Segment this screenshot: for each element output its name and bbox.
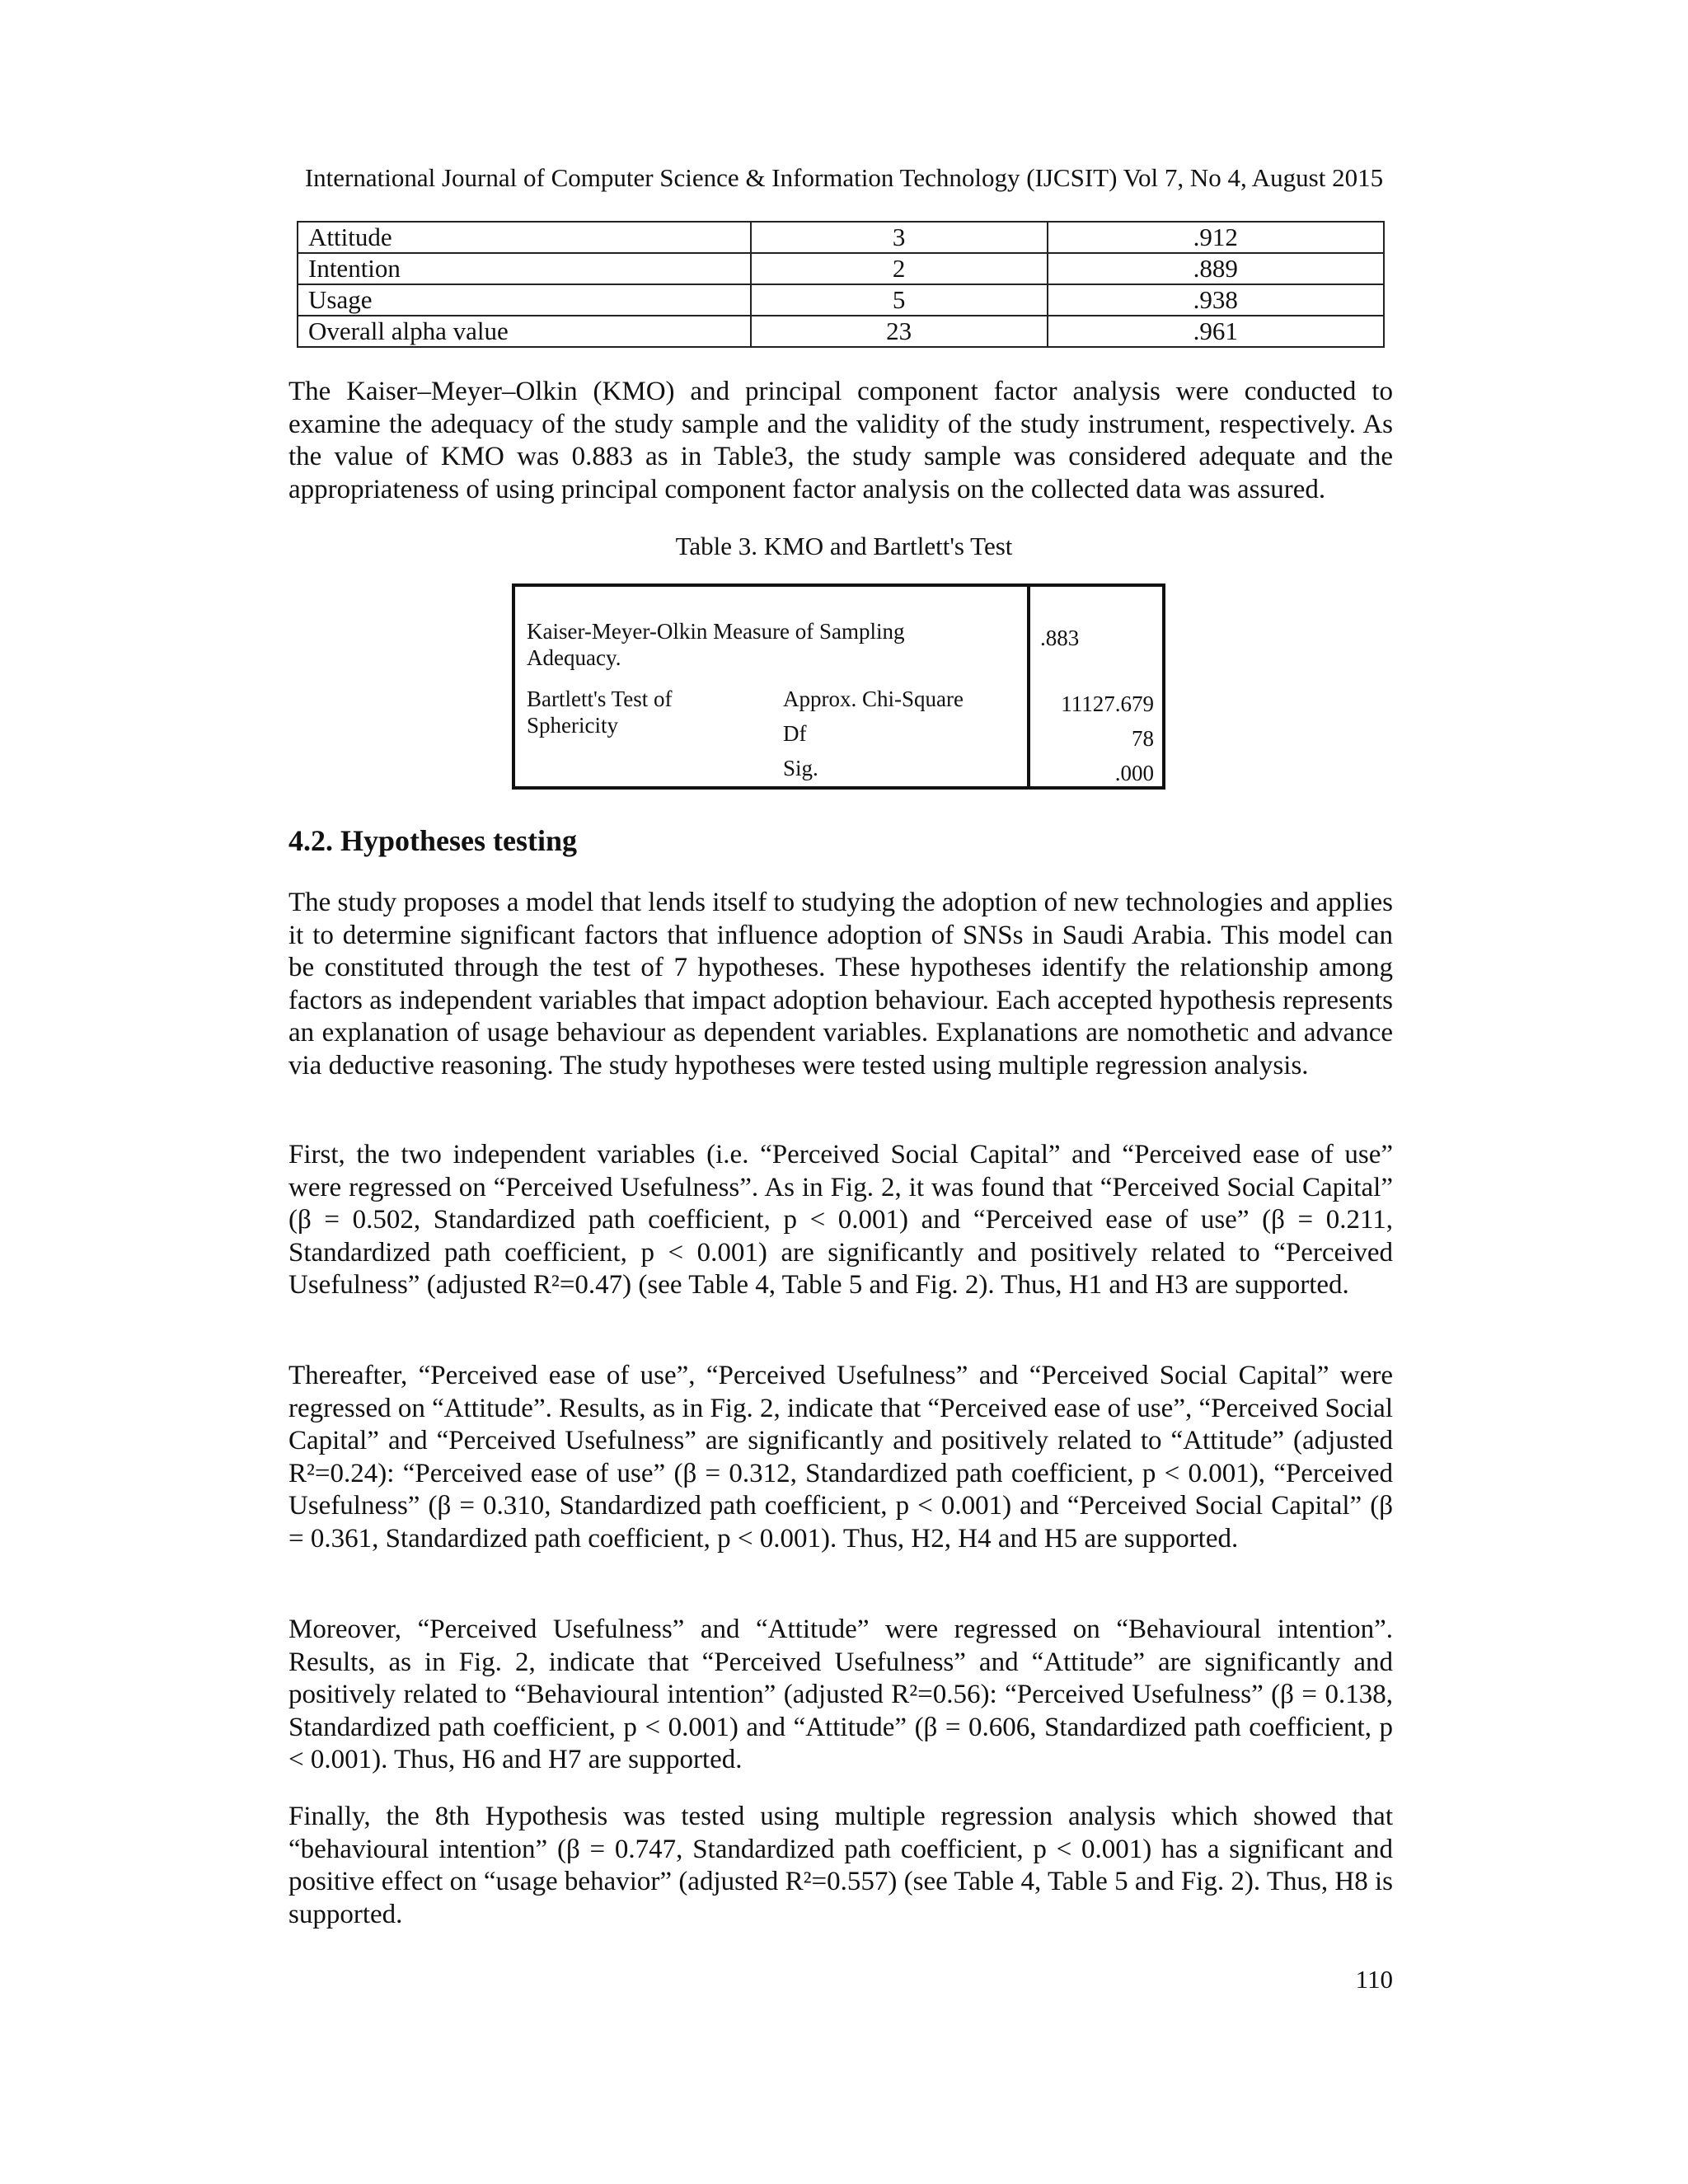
df-label: Df <box>783 721 807 746</box>
bartlett-label-line: Sphericity <box>527 713 618 738</box>
table-cell-alpha: .961 <box>1048 316 1385 347</box>
paragraph-intention: Moreover, “Perceived Usefulness” and “Attitude” were regressed on “Behavioural intention”. Results, as in Fig. 2, indicate that “Perceived Usefulness” and “Attitude” are significantly and positively related to “Behavioural intention” (adjusted R²=0.56): “Perceived Usefulness” (β = 0.138, Standardized path coefficient, p < 0.001) and “Attitude” (β = 0.606, Standardized path coefficient, p < 0.001). Thus, H6 and H7 are supported. <box>288 1615 1393 1775</box>
running-header: International Journal of Computer Science & Information Technology (IJCSIT) Vol 7, No 4, August 2015 <box>304 163 1384 192</box>
bartlett-label-line: Bartlett's Test of <box>527 687 673 711</box>
table-cell-construct: Attitude <box>298 222 751 253</box>
sig-value: .000 <box>1114 761 1154 785</box>
table-row <box>298 222 1384 253</box>
paragraph-usage: Finally, the 8th Hypothesis was tested using multiple regression analysis which showed that “behavioural intention” (β = 0.747, Standardized path coefficient, p < 0.001) has a significant and positive effect on “usage behavior” (adjusted R²=0.557) (see Table 4, Table 5 and Fig. 2). Thus, H8 is supported. <box>288 1802 1393 1929</box>
table-cell-items: 3 <box>751 222 1048 253</box>
kmo-value: .883 <box>1040 626 1080 650</box>
table3-caption: Table 3. KMO and Bartlett's Test <box>675 532 1013 560</box>
reliability-table-continued <box>297 221 1385 348</box>
table-divider <box>1027 587 1030 786</box>
table-row <box>298 253 1384 284</box>
table-row <box>298 284 1384 316</box>
table-row <box>298 316 1384 347</box>
table-cell-construct: Overall alpha value <box>298 316 751 347</box>
approx-chi-value: 11127.679 <box>1061 691 1154 716</box>
table-cell-construct: Intention <box>298 253 751 284</box>
approx-chi-label: Approx. Chi-Square <box>783 687 964 711</box>
kmo-label-line: Adequacy. <box>527 645 621 670</box>
page-number: 110 <box>1355 1965 1393 1994</box>
table-cell-construct: Usage <box>298 284 751 316</box>
paragraph-model: The study proposes a model that lends itself to studying the adoption of new technologies and applies it to determine significant factors that influence adoption of SNSs in Saudi Arabia. This model can be constituted through the test of 7 hypotheses. These hypotheses identify the relationship among factors as independent variables that impact adoption behaviour. Each accepted hypothesis represents an explanation of usage behaviour as dependent variables. Explanations are nomothetic and advance via deductive reasoning. The study hypotheses were tested using multiple regression analysis. <box>288 888 1393 1080</box>
section-heading: 4.2. Hypotheses testing <box>288 824 577 857</box>
paragraph-attitude: Thereafter, “Perceived ease of use”, “Perceived Usefulness” and “Perceived Social Capital” were regressed on “Attitude”. Results, as in Fig. 2, indicate that “Perceived ease of use”, “Perceived Social Capital” and “Perceived Usefulness” are significantly and positively related to “Attitude” (adjusted R²=0.24): “Perceived ease of use” (β = 0.312, Standardized path coefficient, p < 0.001), “Perceived Usefulness” (β = 0.310, Standardized path coefficient, p < 0.001) and “Perceived Social Capital” (β = 0.361, Standardized path coefficient, p < 0.001). Thus, H2, H4 and H5 are supported. <box>288 1361 1393 1554</box>
kmo-bartlett-table <box>512 583 1165 790</box>
table-cell-alpha: .938 <box>1048 284 1385 316</box>
paragraph-usefulness: First, the two independent variables (i.e. “Perceived Social Capital” and “Perceived ease of use” were regressed on “Perceived Usefulness”. As in Fig. 2, it was found that “Perceived Social Capital” (β = 0.502, Standardized path coefficient, p < 0.001) and “Perceived ease of use” (β = 0.211, Standardized path coefficient, p < 0.001) are significantly and positively related to “Perceived Usefulness” (adjusted R²=0.47) (see Table 4, Table 5 and Fig. 2). Thus, H1 and H3 are supported. <box>288 1140 1393 1301</box>
kmo-paragraph: The Kaiser–Meyer–Olkin (KMO) and principal component factor analysis were conducted to examine the adequacy of the study sample and the validity of the study instrument, respectively. As the value of KMO was 0.883 as in Table3, the study sample was considered adequate and the appropriateness of using principal component factor analysis on the collected data was assured. <box>288 377 1393 504</box>
kmo-label-line: Kaiser-Meyer-Olkin Measure of Sampling <box>527 619 905 644</box>
kmo-label <box>527 618 988 671</box>
table-cell-items: 5 <box>751 284 1048 316</box>
table-cell-items: 23 <box>751 316 1048 347</box>
table-cell-items: 2 <box>751 253 1048 284</box>
table-cell-alpha: .912 <box>1048 222 1385 253</box>
bartlett-label <box>527 686 774 738</box>
df-value: 78 <box>1132 726 1154 751</box>
sig-label: Sig. <box>783 756 818 780</box>
table-cell-alpha: .889 <box>1048 253 1385 284</box>
